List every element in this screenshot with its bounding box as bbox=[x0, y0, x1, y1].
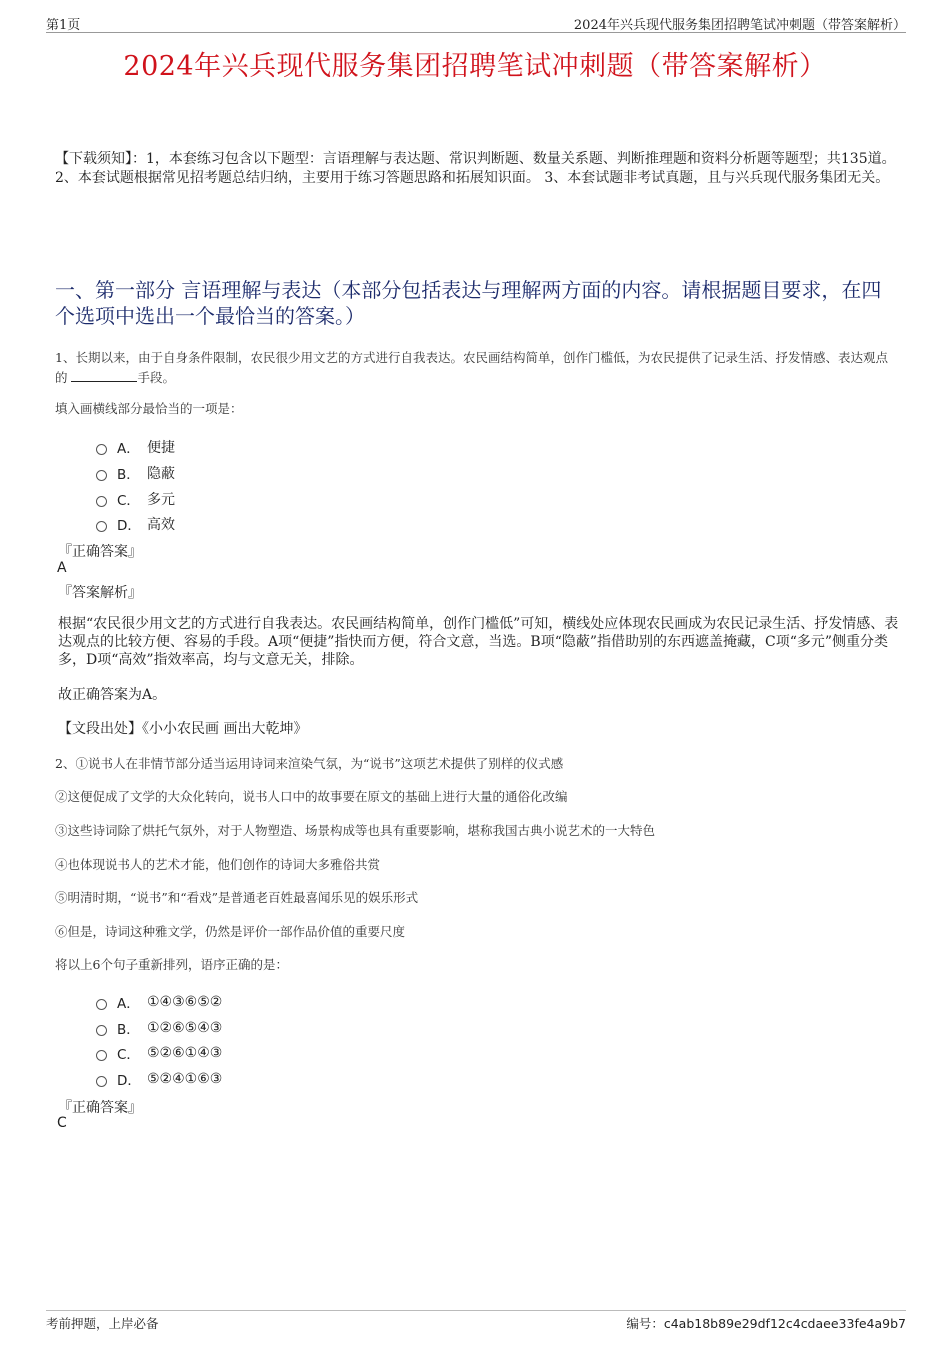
footer-slogan: 考前押题，上岸必备 bbox=[46, 1316, 159, 1331]
option-letter: A． bbox=[117, 441, 140, 457]
option-text: 高效 bbox=[147, 517, 175, 533]
option-1-b[interactable] bbox=[96, 463, 175, 483]
option-letter: B． bbox=[117, 1022, 140, 1038]
option-text: 隐蔽 bbox=[147, 466, 175, 482]
passage-source: 【文段出处】《小小农民画 画出大乾坤》 bbox=[58, 721, 308, 737]
option-letter: D． bbox=[117, 518, 141, 534]
radio-icon[interactable] bbox=[96, 999, 107, 1010]
answer-label: 『正确答案』 bbox=[58, 544, 142, 560]
fill-blank bbox=[71, 369, 137, 382]
document-title: 2024年兴兵现代服务集团招聘笔试冲刺题（带答案解析） bbox=[123, 51, 827, 82]
answer-label: 『正确答案』 bbox=[58, 1100, 142, 1116]
question-2-line: ④也体现说书人的艺术才能，他们创作的诗词大多雅俗共赏 bbox=[55, 857, 381, 872]
option-text: 便捷 bbox=[147, 440, 175, 456]
question-1-stem bbox=[55, 348, 900, 388]
section-heading: 一、第一部分 言语理解与表达（本部分包括表达与理解两方面的内容。请根据题目要求，在四个选项中选出一个最恰当的答案。） bbox=[55, 278, 882, 328]
running-header-title: 2024年兴兵现代服务集团招聘笔试冲刺题（带答案解析） bbox=[573, 18, 906, 33]
question-2-prompt: 将以上6个句子重新排列，语序正确的是： bbox=[55, 957, 288, 972]
option-letter: B． bbox=[117, 467, 140, 483]
radio-icon[interactable] bbox=[96, 1076, 107, 1087]
radio-icon[interactable] bbox=[96, 444, 107, 455]
option-letter: C． bbox=[117, 1047, 140, 1063]
code-value: c4ab18b89e29df12c4cdaee33fe4a9b7 bbox=[663, 1316, 906, 1331]
question-2-line: ③这些诗词除了烘托气氛外，对于人物塑造、场景构成等也具有重要影响，堪称我国古典小说艺术的一大特色 bbox=[55, 823, 656, 838]
option-2-a[interactable] bbox=[96, 992, 222, 1012]
document-code bbox=[626, 1314, 906, 1332]
question-2-line: ⑤明清时期，“说书”和“看戏”是普通老百姓最喜闻乐见的娱乐形式 bbox=[55, 890, 419, 905]
radio-icon[interactable] bbox=[96, 521, 107, 532]
header-divider bbox=[46, 32, 906, 33]
question-2-line: ⑥但是，诗词这种雅文学，仍然是评价一部作品价值的重要尺度 bbox=[55, 924, 406, 939]
radio-icon[interactable] bbox=[96, 470, 107, 481]
question-1-stem-text: 1、长期以来，由于自身条件限制，农民很少用文艺的方式进行自我表达。农民画结构简单，创作门槛低，为农民提供了记录生活、抒发情感、表达观点的 bbox=[55, 350, 888, 385]
radio-icon[interactable] bbox=[96, 1050, 107, 1061]
option-letter: C． bbox=[117, 493, 140, 509]
option-text: ⑤②⑥①④③ bbox=[147, 1045, 223, 1061]
option-2-d[interactable] bbox=[96, 1069, 222, 1089]
option-text: ①②⑥⑤④③ bbox=[147, 1020, 223, 1036]
analysis-label: 『答案解析』 bbox=[58, 585, 142, 601]
question-1-prompt: 填入画横线部分最恰当的一项是： bbox=[55, 401, 243, 416]
option-letter: D． bbox=[117, 1073, 141, 1089]
answer-value: C bbox=[57, 1115, 67, 1131]
option-2-b[interactable] bbox=[96, 1018, 222, 1038]
radio-icon[interactable] bbox=[96, 496, 107, 507]
option-1-a[interactable] bbox=[96, 437, 175, 457]
download-notice: 【下载须知】：1，本套练习包含以下题型：言语理解与表达题、常识判断题、数量关系题、判断推理题和资料分析题等题型；共135道。 2、本套试题根据常见招考题总结归纳，主要用于练习答题思路和拓展知识面。 3、本套试题非考试真题，且与兴兵现代服务集团无关。 bbox=[55, 151, 896, 186]
option-2-c[interactable] bbox=[96, 1043, 222, 1063]
footer-divider bbox=[46, 1310, 906, 1311]
question-2-line: 2、①说书人在非情节部分适当运用诗词来渲染气氛，为“说书”这项艺术提供了别样的仪式感 bbox=[55, 756, 564, 771]
radio-icon[interactable] bbox=[96, 1025, 107, 1036]
option-text: ①④③⑥⑤② bbox=[147, 994, 223, 1010]
option-text: 多元 bbox=[147, 492, 175, 508]
question-1-stem-tail: 手段。 bbox=[137, 370, 175, 385]
option-letter: A． bbox=[117, 996, 140, 1012]
code-label: 编号： bbox=[626, 1316, 664, 1331]
option-1-d[interactable] bbox=[96, 514, 175, 534]
page-number: 第1页 bbox=[46, 18, 81, 33]
answer-value: A bbox=[57, 560, 67, 576]
question-2-line: ②这便促成了文学的大众化转向，说书人口中的故事要在原文的基础上进行大量的通俗化改编 bbox=[55, 789, 568, 804]
analysis-conclusion: 故正确答案为A。 bbox=[58, 687, 167, 703]
analysis-text: 根据“农民很少用文艺的方式进行自我表达。农民画结构简单，创作门槛低”可知，横线处应体现农民画成为农民记录生活、抒发情感、表达观点的比较方便、容易的手段。A项“便捷”指快而方便，符合文意，当选。B项“隐蔽”指借助别的东西遮盖掩藏，C项“多元”侧重分类多，D项“高效”指效率高，均与文意无关，排除。 bbox=[58, 616, 899, 668]
option-text: ⑤②④①⑥③ bbox=[147, 1071, 223, 1087]
option-1-c[interactable] bbox=[96, 489, 175, 509]
